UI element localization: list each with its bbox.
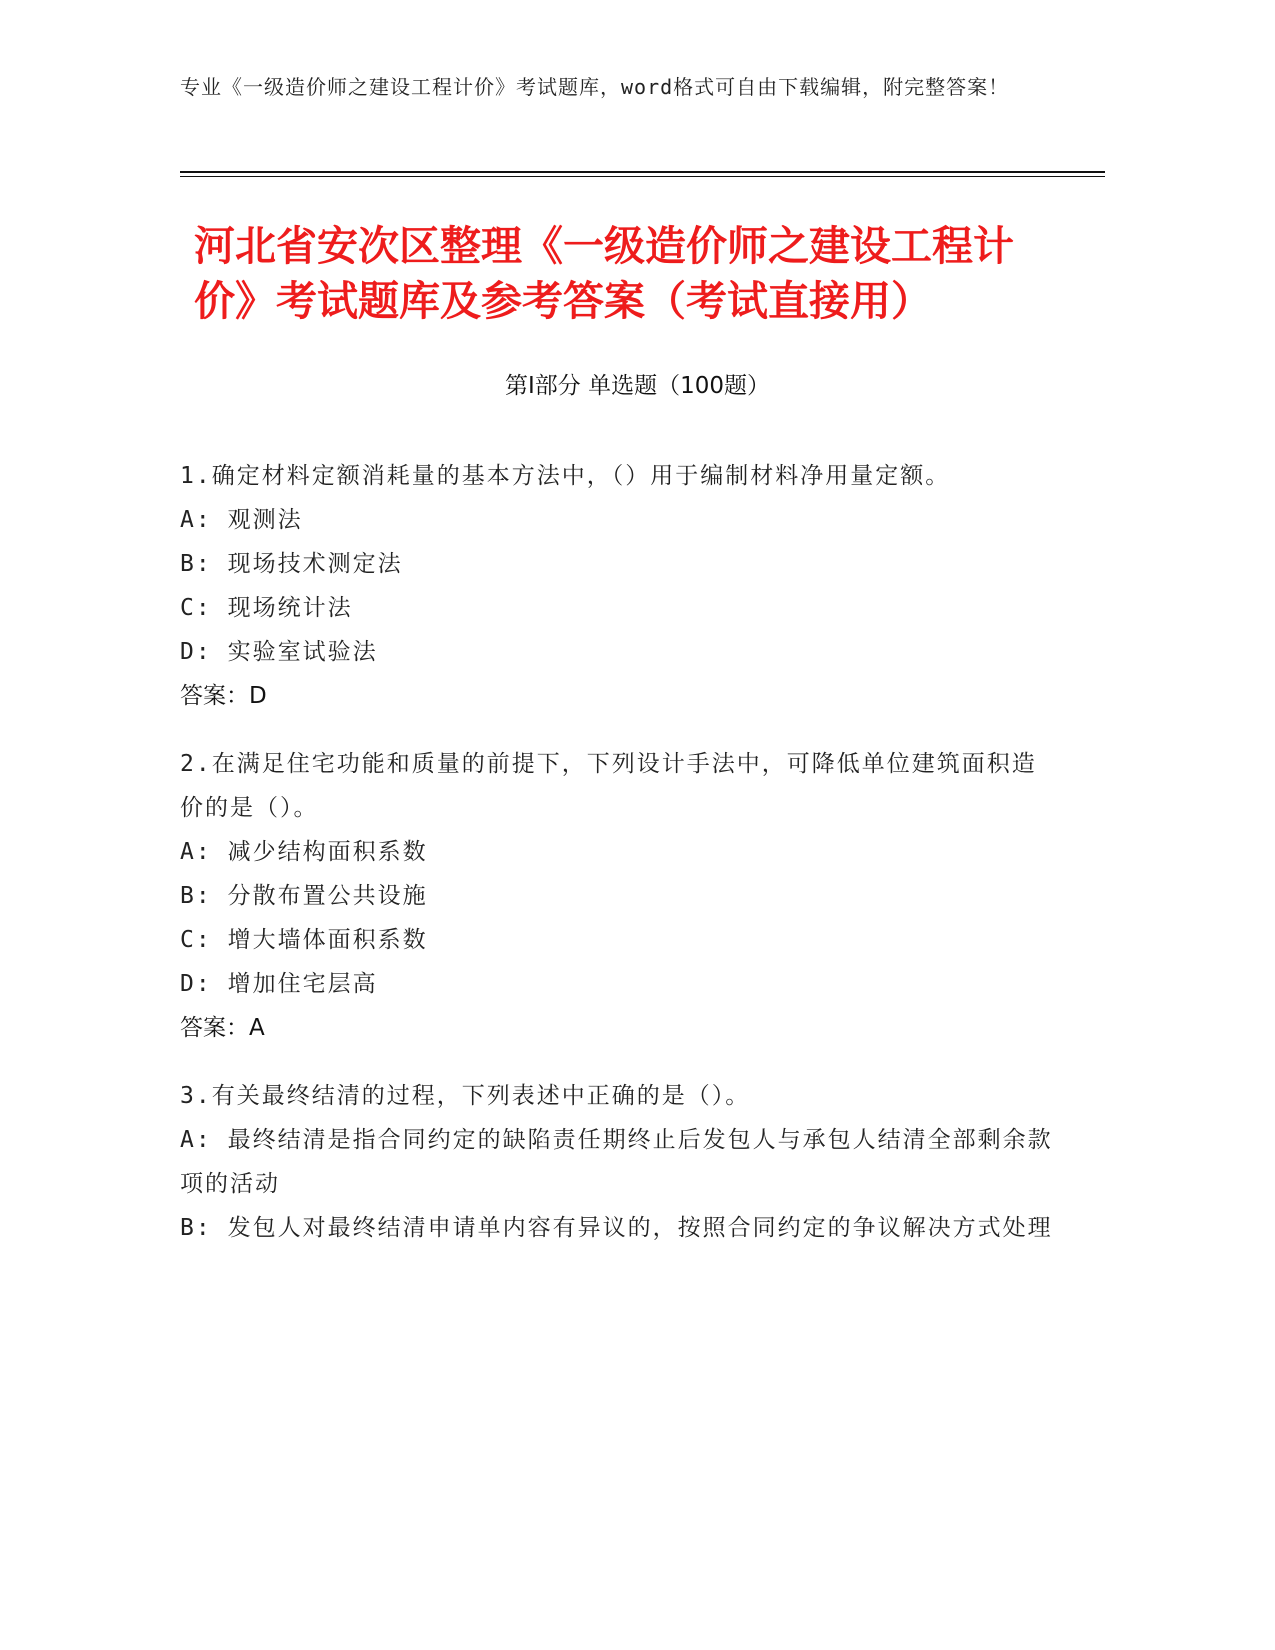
header-divider-thick — [180, 171, 1105, 173]
option-text: 分散布置公共设施 — [227, 883, 428, 909]
option-b — [180, 874, 1060, 918]
question-stem: 1.确定材料定额消耗量的基本方法中，（）用于编制材料净用量定额。 — [180, 463, 951, 489]
option-label: B: — [180, 883, 212, 909]
option-b — [180, 542, 1060, 586]
option-b — [180, 1206, 1060, 1250]
answer-prefix: 答案： — [180, 1015, 249, 1041]
option-c — [180, 918, 1060, 962]
option-text: 增加住宅层高 — [227, 971, 378, 997]
option-a — [180, 1118, 1060, 1206]
option-label: D: — [180, 971, 212, 997]
option-label: D: — [180, 639, 212, 665]
question-1 — [180, 454, 1060, 718]
option-label: B: — [180, 551, 212, 577]
section-heading: 第Ⅰ部分 单选题（100题） — [505, 373, 770, 399]
option-d — [180, 630, 1060, 674]
question-3 — [180, 1074, 1060, 1250]
option-text: 观测法 — [227, 507, 303, 533]
option-label: B: — [180, 1215, 212, 1241]
answer-line — [180, 674, 1060, 718]
intro-text: 专业《一级造价师之建设工程计价》考试题库，word格式可自由下载编辑，附完整答案！ — [180, 75, 1010, 99]
option-a — [180, 830, 1060, 874]
option-label: C: — [180, 927, 212, 953]
option-label: A: — [180, 839, 212, 865]
answer-value: D — [249, 683, 267, 709]
option-text: 减少结构面积系数 — [227, 839, 428, 865]
question-list — [180, 454, 1060, 1274]
option-label: A: — [180, 1127, 212, 1153]
answer-prefix: 答案： — [180, 683, 249, 709]
option-text: 现场技术测定法 — [227, 551, 403, 577]
option-d — [180, 962, 1060, 1006]
option-text: 最终结清是指合同约定的缺陷责任期终止后发包人与承包人结清全部剩余款项的活动 — [180, 1127, 1053, 1197]
option-text: 现场统计法 — [227, 595, 353, 621]
answer-line — [180, 1006, 1060, 1050]
header-divider-thin — [180, 176, 1105, 177]
answer-value: A — [249, 1015, 265, 1041]
option-text: 实验室试验法 — [227, 639, 378, 665]
option-text: 增大墙体面积系数 — [227, 927, 428, 953]
option-text: 发包人对最终结清申请单内容有异议的，按照合同约定的争议解决方式处理 — [227, 1215, 1053, 1241]
document-title: 河北省安次区整理《一级造价师之建设工程计价》考试题库及参考答案（考试直接用） — [194, 222, 1014, 325]
question-2 — [180, 742, 1060, 1050]
option-label: C: — [180, 595, 212, 621]
option-a — [180, 498, 1060, 542]
question-stem: 3.有关最终结清的过程，下列表述中正确的是（）。 — [180, 1083, 751, 1109]
option-label: A: — [180, 507, 212, 533]
question-stem: 2.在满足住宅功能和质量的前提下，下列设计手法中，可降低单位建筑面积造价的是（）。 — [180, 751, 1037, 821]
option-c — [180, 586, 1060, 630]
